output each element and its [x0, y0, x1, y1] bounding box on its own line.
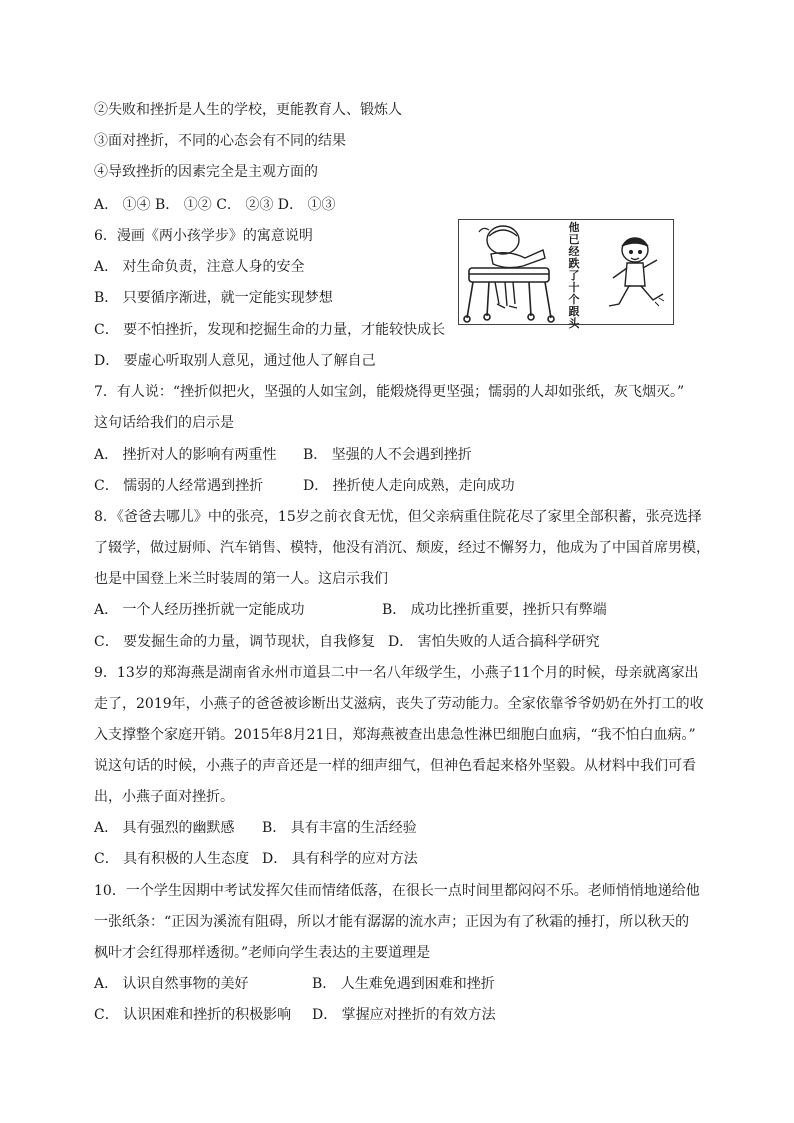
q7-option-b: B． 坚强的人不会遇到挫折: [303, 447, 472, 463]
statement-2: ②失败和挫折是人生的学校，更能教育人、锻炼人: [94, 102, 402, 118]
q6-option-c: C． 要不怕挫折，发现和挖掘生命的力量，才能较快成长: [94, 322, 446, 338]
q8-stem-line2: 了辍学，做过厨师、汽车销售、模特，他没有消沉、颓废，经过不懈努力，他成为了中国首席男模，: [94, 540, 710, 556]
q7-stem-line2: 这句话给我们的启示是: [94, 415, 234, 431]
q8-option-b: B． 成功比挫折重要，挫折只有弊端: [382, 602, 607, 618]
q8-option-a: A． 一个人经历挫折就一定能成功: [94, 602, 305, 618]
q10-option-d: D． 掌握应对挫折的有效方法: [312, 1007, 496, 1023]
statement-3: ③面对挫折，不同的心态会有不同的结果: [94, 133, 346, 149]
statement-4: ④导致挫折的因素完全是主观方面的: [94, 164, 318, 180]
q7-option-a: A． 挫折对人的影响有两重性: [94, 447, 277, 463]
q10-stem-line1: 10．一个学生因期中考试发挥欠佳而情绪低落，在很长一点时间里都闷闷不乐。老师悄悄地递给他: [94, 883, 700, 899]
q7-stem-line1: 7．有人说：“挫折似把火，坚强的人如宝剑，能煅烧得更坚强；懦弱的人却如张纸，灰飞烟灭。”: [94, 384, 685, 400]
q9-stem-line3: 入支撑整个家庭开销。2015年8月21日，郑海燕被查出患急性淋巴细胞白血病，“我不怕白血病。”: [94, 727, 696, 743]
q9-stem-line2: 走了，2019年，小燕子的爸爸被诊断出艾滋病，丧失了劳动能力。全家依靠爷爷奶奶在外打工的收: [94, 696, 704, 712]
q10-option-b: B． 人生难免遇到困难和挫折: [312, 976, 495, 992]
q8-option-c: C． 要发掘生命的力量，调节现状，自我修复: [94, 634, 376, 650]
q10-option-a: A． 认识自然事物的美好: [94, 976, 249, 992]
q6-option-d: D． 要虚心听取别人意见，通过他人了解自己: [94, 353, 376, 369]
q10-option-c: C． 认识困难和挫折的积极影响: [94, 1007, 292, 1023]
q6-option-a: A． 对生命负责，注意人身的安全: [94, 259, 305, 275]
q6-option-b: B． 只要循序渐进，就一定能实现梦想: [94, 290, 333, 306]
q9-option-c: C． 具有积极的人生态度: [94, 851, 250, 867]
q9-stem-line5: 出，小燕子面对挫折。: [94, 789, 234, 805]
q8-stem-line1: 8．《爸爸去哪儿》中的张亮，15岁之前衣食无忧，但父亲病重住院花尽了家里全部积蓄，张亮选择: [94, 509, 702, 525]
q9-stem-line4: 说这句话的时候，小燕子的声音还是一样的细声细气，但神色看起来格外坚毅。从材料中我们可看: [94, 758, 696, 774]
q5-options: A． ①④ B． ①② C． ②③ D． ①③: [94, 197, 336, 213]
q8-stem-line3: 也是中国登上米兰时装周的第一人。这启示我们: [94, 571, 388, 587]
q7-option-d: D． 挫折使人走向成熟，走向成功: [303, 478, 515, 494]
cartoon-caption: 他已经跌了十个跟头: [568, 221, 580, 330]
q10-stem-line3: 枫叶才会红得那样透彻。”老师向学生表达的主要道理是: [94, 945, 431, 961]
cartoon-image: [458, 219, 674, 330]
q9-option-b: B． 具有丰富的生活经验: [262, 820, 417, 836]
q8-option-d: D． 害怕失败的人适合搞科学研究: [388, 634, 600, 650]
q9-option-a: A． 具有强烈的幽默感: [94, 820, 235, 836]
q6-stem: 6．漫画《两小孩学步》的寓意说明: [94, 228, 313, 244]
q9-stem-line1: 9．13岁的郑海燕是湖南省永州市道县二中一名八年级学生，小燕子11个月的时候，母亲就离家出: [94, 665, 699, 681]
q10-stem-line2: 一张纸条：“正因为溪流有阻碍，所以才能有潺潺的流水声；正因为有了秋霜的捶打，所以秋天的: [94, 914, 690, 930]
q7-option-c: C． 懦弱的人经常遇到挫折: [94, 478, 264, 494]
q9-option-d: D． 具有科学的应对方法: [262, 851, 418, 867]
